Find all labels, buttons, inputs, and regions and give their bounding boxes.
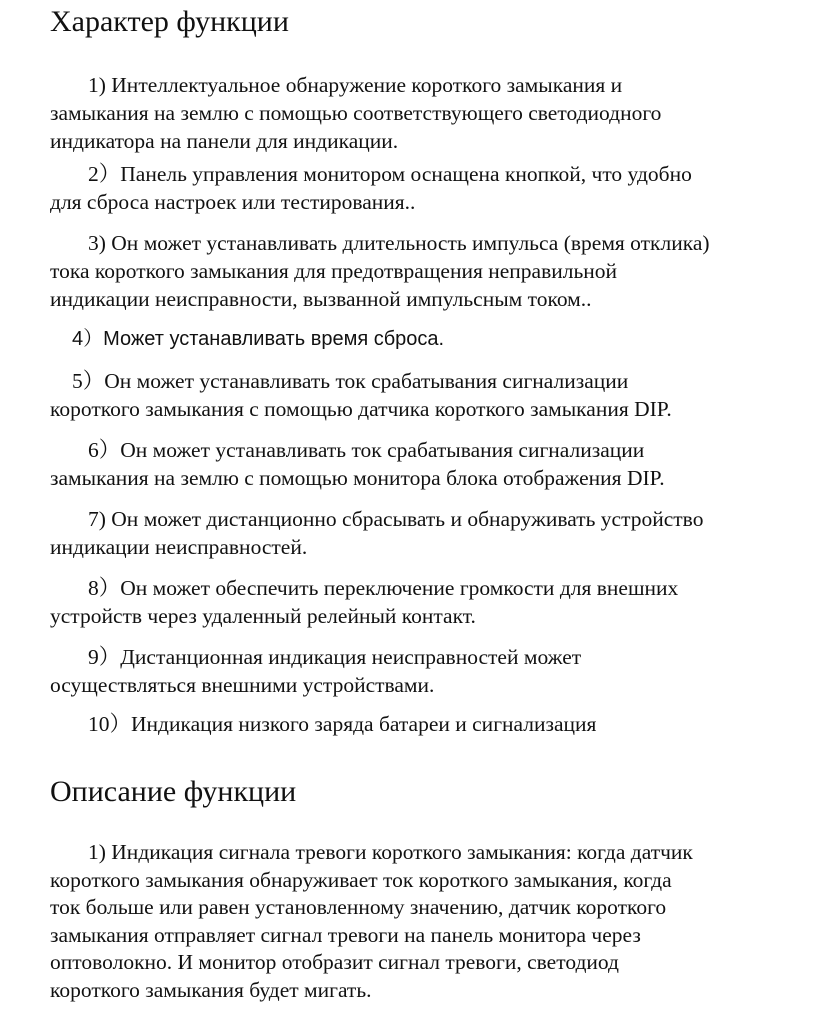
feature-item-line: 6）Он может устанавливать ток срабатывания сигнализации <box>88 438 645 462</box>
feature-item-9 <box>50 643 800 699</box>
feature-item-line: замыкания на землю с помощью монитора блока отображения DIP. <box>50 466 665 490</box>
feature-item-line: 9）Дистанционная индикация неисправностей может <box>88 645 582 669</box>
feature-item-line: замыкания на землю с помощью соответствующего светодиодного <box>50 101 662 125</box>
feature-item-line: короткого замыкания с помощью датчика короткого замыкания DIP. <box>50 397 672 421</box>
feature-item-line: индикатора на панели для индикации. <box>50 129 399 153</box>
feature-item-3 <box>50 229 800 313</box>
feature-item-line: для сброса настроек или тестирования.. <box>50 190 416 214</box>
feature-item-line: 10）Индикация низкого заряда батареи и сигнализация <box>88 712 597 736</box>
feature-item-1 <box>50 71 800 155</box>
feature-item-line: индикации неисправности, вызванной импульсным током.. <box>50 287 592 311</box>
description-line: короткого замыкания будет мигать. <box>50 977 372 1002</box>
feature-item-line: 3) Он может устанавливать длительность импульса (время отклика) <box>88 231 710 255</box>
description-line: 1) Индикация сигнала тревоги короткого замыкания: когда датчик <box>88 840 693 864</box>
feature-item-line: 1) Интеллектуальное обнаружение короткого замыкания и <box>88 73 623 97</box>
section-title-description: Описание функции <box>50 775 297 808</box>
description-paragraph <box>50 839 810 1004</box>
feature-item-10 <box>50 710 800 738</box>
description-line: короткого замыкания обнаруживает ток короткого замыкания, когда <box>50 867 672 892</box>
feature-item-line: 8）Он может обеспечить переключение громкости для внешних <box>88 576 679 600</box>
feature-item-5 <box>50 367 800 423</box>
section-title-characteristics: Характер функции <box>50 5 289 38</box>
description-line: замыкания отправляет сигнал тревоги на панель монитора через <box>50 922 641 947</box>
feature-item-2 <box>50 160 800 216</box>
feature-item-line: 2）Панель управления монитором оснащена кнопкой, что удобно <box>88 162 692 186</box>
feature-item-6 <box>50 436 800 492</box>
description-line: ток больше или равен установленному значению, датчик короткого <box>50 895 667 919</box>
description-line: оптоволокно. И монитор отобразит сигнал тревоги, светодиод <box>50 950 619 974</box>
feature-item-line: индикации неисправностей. <box>50 535 308 559</box>
feature-item-8 <box>50 574 800 630</box>
feature-item-line: 5）Он может устанавливать ток срабатывания сигнализации <box>72 369 629 393</box>
feature-item-line: осуществляться внешними устройствами. <box>50 673 435 697</box>
feature-item-7 <box>50 505 800 561</box>
feature-item-line: тока короткого замыкания для предотвращения неправильной <box>50 259 618 283</box>
feature-item-4 <box>50 325 800 353</box>
feature-item-line: 4）Может устанавливать время сброса. <box>72 328 445 350</box>
feature-item-line: 7) Он может дистанционно сбрасывать и обнаруживать устройство <box>88 507 704 531</box>
feature-item-line: устройств через удаленный релейный контакт. <box>50 604 476 628</box>
